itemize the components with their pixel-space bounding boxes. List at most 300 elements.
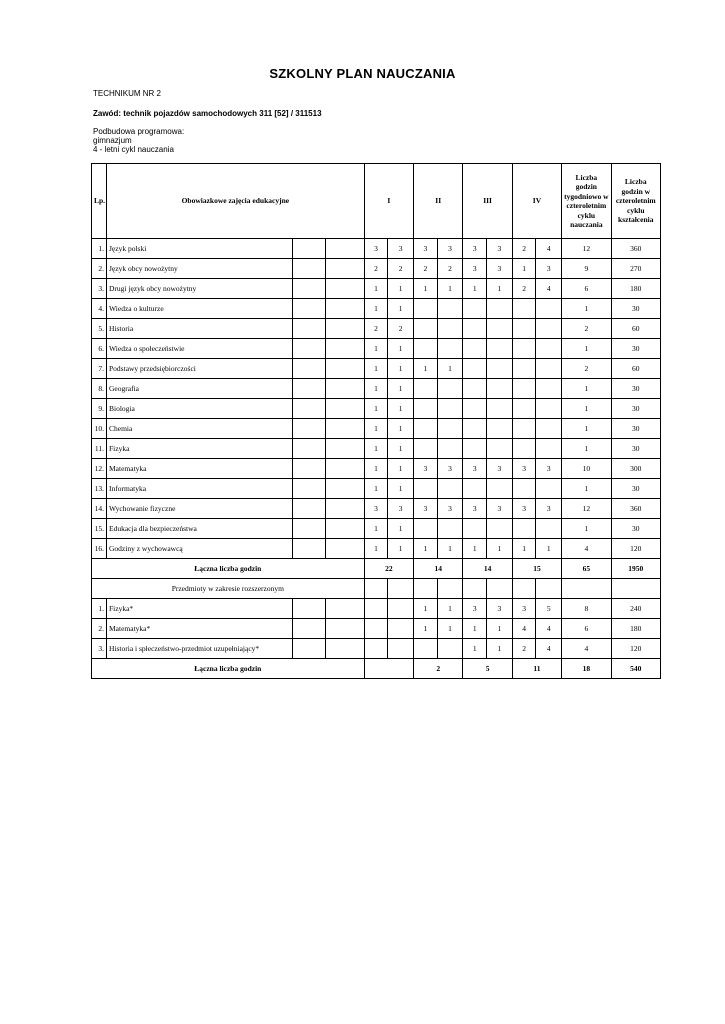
row-subject-name: Biologia xyxy=(107,399,293,419)
row-empty-cell xyxy=(326,419,365,439)
row-total-hours: 30 xyxy=(611,439,660,459)
row-weekly-hours: 1 xyxy=(562,379,611,399)
row-lp: 1. xyxy=(92,599,107,619)
row-hours-cell xyxy=(512,359,536,379)
row-hours-cell: 3 xyxy=(463,459,487,479)
row-hours-cell: 1 xyxy=(364,479,388,499)
row-weekly-hours: 6 xyxy=(562,619,611,639)
row-hours-cell xyxy=(414,639,438,659)
row-empty-cell xyxy=(326,439,365,459)
row-lp: 4. xyxy=(92,299,107,319)
row-empty-cell xyxy=(326,539,365,559)
row-hours-cell xyxy=(437,639,463,659)
header-subjects: Obowiazkowe zajęcia edukacyjne xyxy=(107,164,365,239)
row-hours-cell xyxy=(388,619,414,639)
row-empty-cell xyxy=(292,339,325,359)
total-year-hours: 14 xyxy=(414,559,463,579)
row-hours-cell xyxy=(487,339,513,359)
row-hours-cell xyxy=(388,599,414,619)
row-hours-cell xyxy=(414,419,438,439)
row-hours-cell xyxy=(512,319,536,339)
row-hours-cell: 2 xyxy=(512,639,536,659)
row-hours-cell: 2 xyxy=(414,259,438,279)
row-empty-cell xyxy=(364,579,388,599)
row-empty-cell xyxy=(292,359,325,379)
row-weekly-hours: 4 xyxy=(562,539,611,559)
row-hours-cell: 4 xyxy=(512,619,536,639)
row-total-hours: 120 xyxy=(611,639,660,659)
row-hours-cell xyxy=(536,519,562,539)
row-hours-cell xyxy=(536,339,562,359)
row-total-hours: 300 xyxy=(611,459,660,479)
row-hours-cell: 1 xyxy=(414,359,438,379)
row-hours-cell xyxy=(414,299,438,319)
row-hours-cell: 1 xyxy=(487,639,513,659)
row-hours-cell: 1 xyxy=(388,539,414,559)
row-empty-cell xyxy=(292,419,325,439)
row-hours-cell: 1 xyxy=(487,539,513,559)
row-hours-cell xyxy=(487,479,513,499)
row-subject-name: Chemia xyxy=(107,419,293,439)
total-year-hours: 14 xyxy=(463,559,512,579)
row-lp: 13. xyxy=(92,479,107,499)
row-empty-cell xyxy=(326,299,365,319)
row-empty-cell xyxy=(292,459,325,479)
row-lp: 7. xyxy=(92,359,107,379)
total-year-hours: 2 xyxy=(414,659,463,679)
row-weekly-hours: 1 xyxy=(562,339,611,359)
row-hours-cell: 3 xyxy=(463,259,487,279)
row-hours-cell xyxy=(437,439,463,459)
row-total-hours: 30 xyxy=(611,399,660,419)
row-hours-cell xyxy=(487,299,513,319)
row-hours-cell xyxy=(487,379,513,399)
row-hours-cell xyxy=(487,319,513,339)
table-row xyxy=(92,299,661,319)
table-row xyxy=(92,259,661,279)
profession-line: Zawód: technik pojazdów samochodowych 311 [52] / 311513 xyxy=(93,109,322,118)
row-empty-cell xyxy=(326,499,365,519)
row-subject-name: Wiedza o kulturze xyxy=(107,299,293,319)
header-year-4: IV xyxy=(512,164,561,239)
row-hours-cell: 1 xyxy=(388,359,414,379)
basis-line-2: gimnazjum xyxy=(93,136,132,145)
row-hours-cell: 1 xyxy=(388,439,414,459)
row-hours-cell: 3 xyxy=(463,499,487,519)
row-hours-cell: 1 xyxy=(437,599,463,619)
table-row xyxy=(92,319,661,339)
row-empty-cell xyxy=(292,619,325,639)
row-total-hours: 30 xyxy=(611,519,660,539)
row-empty-cell xyxy=(326,379,365,399)
row-empty-cell xyxy=(326,599,365,619)
row-hours-cell xyxy=(487,439,513,459)
row-empty-cell xyxy=(487,579,513,599)
row-hours-cell: 1 xyxy=(388,399,414,419)
row-empty-cell xyxy=(326,259,365,279)
row-hours-cell xyxy=(512,439,536,459)
row-hours-cell xyxy=(437,319,463,339)
row-empty-cell xyxy=(292,539,325,559)
row-empty-cell xyxy=(292,379,325,399)
row-hours-cell xyxy=(437,399,463,419)
row-hours-cell xyxy=(463,319,487,339)
row-empty-cell xyxy=(292,519,325,539)
row-lp: 10. xyxy=(92,419,107,439)
row-hours-cell: 1 xyxy=(364,379,388,399)
row-hours-cell xyxy=(536,359,562,379)
row-hours-cell: 1 xyxy=(437,619,463,639)
table-row xyxy=(92,479,661,499)
row-hours-cell xyxy=(414,379,438,399)
table-row xyxy=(92,339,661,359)
row-weekly-hours: 2 xyxy=(562,319,611,339)
row-subject-name: Informatyka xyxy=(107,479,293,499)
row-hours-cell: 3 xyxy=(487,459,513,479)
row-lp: 3. xyxy=(92,639,107,659)
row-empty-cell xyxy=(512,579,536,599)
row-hours-cell xyxy=(463,399,487,419)
row-hours-cell: 1 xyxy=(487,279,513,299)
row-hours-cell: 3 xyxy=(364,499,388,519)
row-subject-name: Godziny z wychowawcą xyxy=(107,539,293,559)
row-hours-cell: 3 xyxy=(536,259,562,279)
row-subject-name: Matematyka* xyxy=(107,619,293,639)
row-weekly-hours: 1 xyxy=(562,399,611,419)
row-hours-cell: 1 xyxy=(487,619,513,639)
row-hours-cell xyxy=(487,419,513,439)
row-hours-cell: 4 xyxy=(536,639,562,659)
row-hours-cell: 3 xyxy=(437,459,463,479)
table-row xyxy=(92,419,661,439)
row-total-hours: 30 xyxy=(611,379,660,399)
row-hours-cell xyxy=(437,479,463,499)
row-hours-cell: 1 xyxy=(364,539,388,559)
row-total-hours: 360 xyxy=(611,239,660,259)
total-cycle-hours: 540 xyxy=(611,659,660,679)
row-hours-cell: 1 xyxy=(388,279,414,299)
row-hours-cell: 1 xyxy=(414,539,438,559)
row-hours-cell: 1 xyxy=(463,279,487,299)
row-hours-cell: 3 xyxy=(414,459,438,479)
row-hours-cell xyxy=(463,419,487,439)
row-hours-cell xyxy=(512,419,536,439)
row-hours-cell: 4 xyxy=(536,239,562,259)
row-empty-cell xyxy=(611,579,660,599)
row-hours-cell: 1 xyxy=(463,639,487,659)
row-subject-name: Fizyka xyxy=(107,439,293,459)
table-row xyxy=(92,499,661,519)
row-subject-name: Język obcy nowożytny xyxy=(107,259,293,279)
total-row xyxy=(92,659,661,679)
row-weekly-hours: 8 xyxy=(562,599,611,619)
school-name: TECHNIKUM NR 2 xyxy=(93,89,162,98)
row-hours-cell xyxy=(437,339,463,359)
row-hours-cell: 1 xyxy=(364,279,388,299)
row-total-hours: 120 xyxy=(611,539,660,559)
row-hours-cell: 3 xyxy=(487,499,513,519)
row-hours-cell: 5 xyxy=(536,599,562,619)
row-hours-cell: 1 xyxy=(437,359,463,379)
row-hours-cell: 1 xyxy=(364,519,388,539)
total-year-hours: 15 xyxy=(512,559,561,579)
row-hours-cell xyxy=(437,419,463,439)
row-hours-cell: 2 xyxy=(388,319,414,339)
basis-line-1: Podbudowa programowa: xyxy=(93,127,185,136)
row-hours-cell: 3 xyxy=(512,459,536,479)
row-hours-cell: 2 xyxy=(364,259,388,279)
row-hours-cell: 1 xyxy=(437,539,463,559)
table-row xyxy=(92,379,661,399)
row-hours-cell xyxy=(388,639,414,659)
row-hours-cell xyxy=(364,639,388,659)
row-lp: 16. xyxy=(92,539,107,559)
total-row xyxy=(92,559,661,579)
row-hours-cell: 1 xyxy=(388,379,414,399)
row-lp: 9. xyxy=(92,399,107,419)
row-weekly-hours: 12 xyxy=(562,499,611,519)
row-hours-cell: 1 xyxy=(414,599,438,619)
row-subject-name: Wychowanie fizyczne xyxy=(107,499,293,519)
row-empty-cell xyxy=(326,319,365,339)
row-empty-cell xyxy=(292,499,325,519)
row-empty-cell xyxy=(437,579,463,599)
row-empty-cell xyxy=(292,479,325,499)
row-weekly-hours: 2 xyxy=(562,359,611,379)
row-lp: 2. xyxy=(92,619,107,639)
row-hours-cell: 3 xyxy=(388,499,414,519)
table-row xyxy=(92,599,661,619)
row-hours-cell xyxy=(512,339,536,359)
row-hours-cell: 2 xyxy=(512,239,536,259)
row-subject-name: Matematyka xyxy=(107,459,293,479)
row-total-hours: 180 xyxy=(611,619,660,639)
row-hours-cell xyxy=(536,299,562,319)
row-hours-cell xyxy=(487,519,513,539)
total-year-hours: 22 xyxy=(364,559,413,579)
row-hours-cell: 1 xyxy=(463,539,487,559)
table-row xyxy=(92,359,661,379)
row-hours-cell xyxy=(414,319,438,339)
row-subject-name: Fizyka* xyxy=(107,599,293,619)
row-hours-cell: 3 xyxy=(536,459,562,479)
row-subject-name: Drugi język obcy nowożytny xyxy=(107,279,293,299)
row-empty-cell xyxy=(292,259,325,279)
row-hours-cell xyxy=(536,479,562,499)
row-hours-cell xyxy=(536,439,562,459)
row-hours-cell xyxy=(437,379,463,399)
row-hours-cell xyxy=(487,359,513,379)
row-lp: 5. xyxy=(92,319,107,339)
row-hours-cell: 3 xyxy=(463,599,487,619)
row-hours-cell: 1 xyxy=(536,539,562,559)
row-hours-cell xyxy=(414,479,438,499)
basis-line-3: 4 - letni cykl nauczania xyxy=(93,145,174,154)
row-hours-cell: 1 xyxy=(512,259,536,279)
row-hours-cell: 3 xyxy=(512,499,536,519)
total-label: Łączna liczba godzin xyxy=(92,659,365,679)
header-year-3: III xyxy=(463,164,512,239)
row-hours-cell xyxy=(512,399,536,419)
row-total-hours: 30 xyxy=(611,419,660,439)
row-total-hours: 60 xyxy=(611,319,660,339)
curriculum-table xyxy=(91,163,661,679)
header-year-1: I xyxy=(364,164,413,239)
row-hours-cell xyxy=(463,359,487,379)
table-row xyxy=(92,459,661,479)
row-lp: 1. xyxy=(92,239,107,259)
total-cycle-hours: 1950 xyxy=(611,559,660,579)
row-empty-cell xyxy=(292,319,325,339)
row-empty-cell xyxy=(388,579,414,599)
row-hours-cell: 3 xyxy=(437,239,463,259)
row-weekly-hours: 9 xyxy=(562,259,611,279)
row-weekly-hours: 10 xyxy=(562,459,611,479)
row-hours-cell xyxy=(487,399,513,419)
row-total-hours: 360 xyxy=(611,499,660,519)
row-hours-cell: 3 xyxy=(487,239,513,259)
row-subject-name: Historia i spłeczeństwo-przedmiot uzupełniający* xyxy=(107,639,293,659)
row-lp: 12. xyxy=(92,459,107,479)
total-year-hours: 11 xyxy=(512,659,561,679)
row-hours-cell xyxy=(437,299,463,319)
table-row xyxy=(92,399,661,419)
row-empty-cell xyxy=(326,279,365,299)
row-weekly-hours: 6 xyxy=(562,279,611,299)
row-total-hours: 30 xyxy=(611,479,660,499)
row-total-hours: 30 xyxy=(611,299,660,319)
row-weekly-hours: 12 xyxy=(562,239,611,259)
row-lp: 2. xyxy=(92,259,107,279)
row-hours-cell xyxy=(414,519,438,539)
row-hours-cell xyxy=(463,479,487,499)
row-total-hours: 270 xyxy=(611,259,660,279)
row-weekly-hours: 1 xyxy=(562,419,611,439)
row-empty-cell xyxy=(326,359,365,379)
row-hours-cell xyxy=(463,339,487,359)
row-hours-cell: 3 xyxy=(414,499,438,519)
row-hours-cell: 1 xyxy=(388,519,414,539)
row-hours-cell xyxy=(414,339,438,359)
row-hours-cell: 2 xyxy=(437,259,463,279)
row-weekly-hours: 1 xyxy=(562,299,611,319)
row-hours-cell: 1 xyxy=(364,359,388,379)
page-title: SZKOLNY PLAN NAUCZANIA xyxy=(269,66,456,81)
row-empty-cell xyxy=(292,299,325,319)
row-hours-cell xyxy=(512,519,536,539)
row-subject-name: Język polski xyxy=(107,239,293,259)
row-hours-cell xyxy=(536,319,562,339)
total-weekly-hours: 18 xyxy=(562,659,611,679)
row-hours-cell: 4 xyxy=(536,619,562,639)
row-weekly-hours: 1 xyxy=(562,519,611,539)
row-hours-cell: 1 xyxy=(388,299,414,319)
row-subject-name: Geografia xyxy=(107,379,293,399)
row-hours-cell xyxy=(512,379,536,399)
row-hours-cell: 3 xyxy=(536,499,562,519)
table-row xyxy=(92,639,661,659)
row-empty-cell xyxy=(292,399,325,419)
row-hours-cell xyxy=(463,439,487,459)
table-row xyxy=(92,439,661,459)
table-row xyxy=(92,519,661,539)
row-hours-cell xyxy=(364,599,388,619)
row-hours-cell: 1 xyxy=(364,439,388,459)
row-empty-cell xyxy=(326,459,365,479)
row-empty-cell xyxy=(292,599,325,619)
header-total-hours: Liczba godzin w czteroletnim cyklu kształcenia xyxy=(611,164,660,239)
row-empty-cell xyxy=(326,519,365,539)
row-hours-cell: 1 xyxy=(364,419,388,439)
row-hours-cell xyxy=(536,379,562,399)
row-hours-cell: 3 xyxy=(512,599,536,619)
row-hours-cell: 3 xyxy=(487,259,513,279)
row-empty-cell xyxy=(326,639,365,659)
row-empty-cell xyxy=(414,579,438,599)
row-hours-cell: 1 xyxy=(364,459,388,479)
row-subject-name: Wiedza o społeczeństwie xyxy=(107,339,293,359)
row-empty-cell xyxy=(463,579,487,599)
row-hours-cell xyxy=(463,299,487,319)
row-hours-cell: 3 xyxy=(388,239,414,259)
row-empty-cell xyxy=(326,399,365,419)
row-hours-cell: 1 xyxy=(463,619,487,639)
total-label: Łączna liczba godzin xyxy=(92,559,365,579)
row-hours-cell xyxy=(463,379,487,399)
row-hours-cell: 2 xyxy=(388,259,414,279)
row-lp: 15. xyxy=(92,519,107,539)
row-weekly-hours: 4 xyxy=(562,639,611,659)
row-weekly-hours: 1 xyxy=(562,439,611,459)
row-hours-cell: 3 xyxy=(364,239,388,259)
row-hours-cell: 1 xyxy=(388,479,414,499)
row-lp: 8. xyxy=(92,379,107,399)
header-year-2: II xyxy=(414,164,463,239)
row-lp: 6. xyxy=(92,339,107,359)
header-weekly-hours: Liczba godzin tygodniowo w czteroletnim cyklu nauczania xyxy=(562,164,611,239)
table-row xyxy=(92,619,661,639)
extended-section-row xyxy=(92,579,661,599)
row-hours-cell: 1 xyxy=(512,539,536,559)
total-weekly-hours: 65 xyxy=(562,559,611,579)
row-hours-cell: 1 xyxy=(364,399,388,419)
row-total-hours: 30 xyxy=(611,339,660,359)
table-row xyxy=(92,279,661,299)
total-year-hours xyxy=(364,659,413,679)
row-hours-cell: 1 xyxy=(414,619,438,639)
row-hours-cell: 1 xyxy=(364,299,388,319)
table-row xyxy=(92,239,661,259)
row-hours-cell xyxy=(414,439,438,459)
row-hours-cell xyxy=(536,419,562,439)
row-empty-cell xyxy=(326,339,365,359)
row-hours-cell: 2 xyxy=(512,279,536,299)
row-total-hours: 180 xyxy=(611,279,660,299)
row-empty-cell xyxy=(292,239,325,259)
row-lp: 11. xyxy=(92,439,107,459)
row-hours-cell: 1 xyxy=(437,279,463,299)
row-hours-cell xyxy=(463,519,487,539)
row-hours-cell xyxy=(437,519,463,539)
row-weekly-hours: 1 xyxy=(562,479,611,499)
row-hours-cell: 1 xyxy=(364,339,388,359)
row-empty-cell xyxy=(326,239,365,259)
row-subject-name: Historia xyxy=(107,319,293,339)
row-hours-cell: 2 xyxy=(364,319,388,339)
row-hours-cell: 3 xyxy=(437,499,463,519)
row-hours-cell: 1 xyxy=(388,339,414,359)
extended-section-label: Przedmioty w zakresie rozszerzonym xyxy=(92,579,365,599)
